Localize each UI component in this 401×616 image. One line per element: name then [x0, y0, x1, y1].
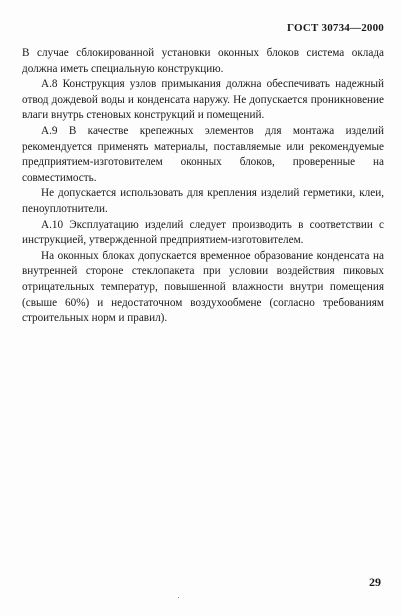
paragraph-condensation: На оконных блоках допускается временное образование конденсата на внутренней стороне стеклопакета при условии воздействия пиковых отрицательных температур, повышенной влажности внутри помещения (свыше 60%) и недостаточном воздухообмене (согласно требованиям строительных норм и правил). [22, 249, 384, 325]
paragraph-a8: А.8 Конструкция узлов примыкания должна обеспечивать надежный отвод дождевой воды и конденсата наружу. Не допускается проникновение влаги внутрь стеновых конструкций и помещений. [22, 78, 384, 122]
paragraph-a10: А.10 Эксплуатацию изделий следует производить в соответствии с инструкцией, утвержденной предприятием-изготовителем. [22, 218, 384, 247]
paragraph-a9: А.9 В качестве крепежных элементов для монтажа изделий рекомендуется применять материалы, поставляемые или рекомендуемые предприятием-изготовителем оконных блоков, проверенные на совместимость. [22, 124, 384, 184]
scan-speck [178, 597, 179, 598]
paragraph-intro: В случае сблокированной установки оконных блоков система оклада должна иметь специальную конструкцию. [22, 47, 384, 75]
document-body [22, 46, 384, 327]
paragraph-sealants-note: Не допускается использовать для крепления изделий герметики, клеи, пеноуплотнители. [22, 187, 384, 215]
page-number: 29 [369, 575, 381, 589]
standard-code-header: ГОСТ 30734—2000 [287, 22, 384, 34]
